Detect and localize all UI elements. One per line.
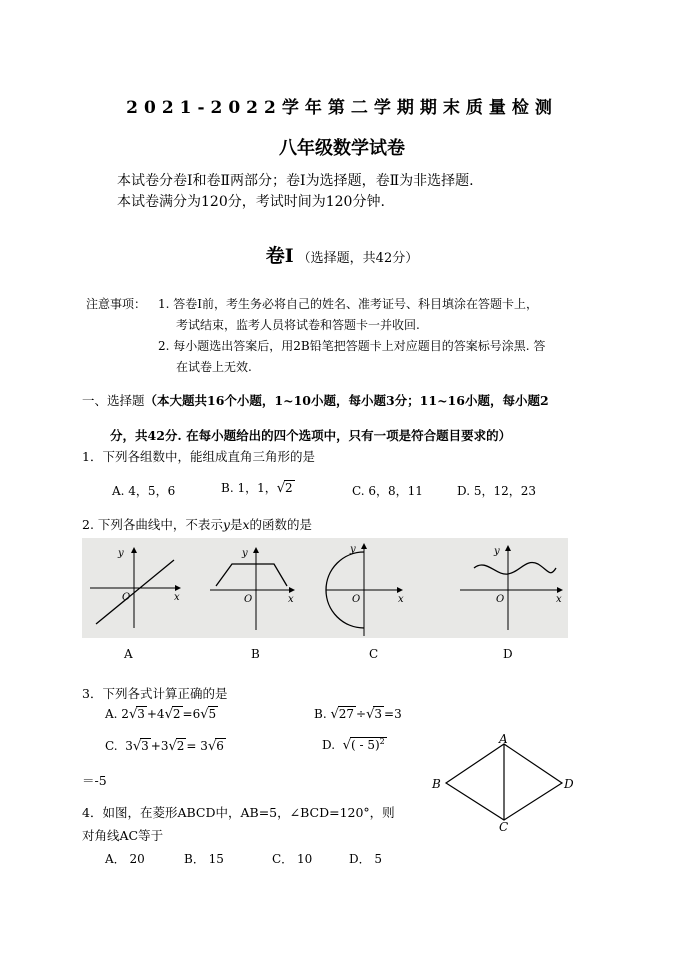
note-2-cont: 在试卷上无效. (176, 360, 252, 374)
q4-option-a: A． 20 (105, 852, 145, 866)
graph-d-origin: O (496, 594, 505, 605)
graph-d-x-label: x (556, 594, 562, 605)
graph-c-x-label: x (398, 594, 404, 605)
q3-option-d-label: D. (322, 738, 336, 752)
exam-title: 2021-2022学年第二学期期末质量检测 (126, 98, 558, 118)
graph-c (326, 544, 404, 636)
q1-option-d: D. 5，12，23 (457, 484, 536, 498)
section1-heading (82, 391, 549, 409)
q2-var-x: x (242, 517, 250, 532)
q1-stem: 1．下列各组数中，能组成直角三角形的是 (82, 449, 315, 464)
sqrt-symbol: √2 (276, 481, 293, 496)
section1-desc-2: 分，共42分. 在每小题给出的四个选项中，只有一项是符合题目要求的） (110, 428, 512, 443)
note-1: 1. 答卷Ⅰ前，考生务必将自己的姓名、准考证号、科目填涂在答题卡上， (158, 297, 539, 311)
q4-option-c: C． 10 (272, 852, 313, 866)
q1-option-b (221, 479, 295, 496)
q2-stem-b: 是 (229, 517, 243, 532)
graph-b (210, 548, 294, 630)
note-2: 2. 每小题选出答案后，用2B铅笔把答题卡上对应题目的答案标号涂黑. 答 (158, 339, 546, 353)
graph-c-origin: O (352, 594, 361, 605)
q4-stem-2: 对角线AC等于 (82, 828, 164, 843)
rhombus-figure (428, 732, 578, 832)
q2-var-y: y (222, 517, 230, 532)
section1-desc-1: （本大题共16个小题，1~10小题，每小题3分；11~16小题，每小题2 (144, 393, 549, 408)
q2-stem-a: 2. 下列各曲线中，不表示 (82, 517, 223, 532)
graph-b-origin: O (244, 594, 253, 605)
q3-option-b-label: B. (314, 707, 327, 721)
part1-note: （选择题，共42分） (297, 251, 419, 266)
note-1-cont: 考试结束，监考人员将试卷和答题卡一并收回. (176, 318, 420, 332)
section1-desc-2-wrap (110, 426, 511, 444)
intro-line-2: 本试卷满分为120分，考试时间为120分钟. (117, 194, 385, 210)
q1-option-b-radicand: 2 (285, 481, 293, 495)
part1-title: 卷Ⅰ (265, 245, 294, 267)
graph-b-curve (216, 564, 287, 586)
vertex-a: A (499, 732, 508, 746)
graph-a-x-label: x (174, 592, 180, 603)
intro-line-1: 本试卷分卷Ⅰ和卷Ⅱ两部分；卷Ⅰ为选择题，卷Ⅱ为非选择题. (117, 173, 474, 189)
q3-option-a: A. 2√3 +4√2 =6√5 (105, 707, 217, 722)
graph-a-curve (96, 560, 174, 624)
graph-a (90, 548, 180, 628)
q3-option-d: D. √( - 5)$^2$ (322, 737, 385, 753)
q4-option-d: D． 5 (349, 852, 383, 866)
part1-heading (0, 241, 684, 268)
q3-option-c-label: C. (105, 739, 118, 753)
notes-label: 注意事项： (86, 297, 147, 311)
exam-subtitle: 八年级数学试卷 (279, 138, 405, 159)
q2-graphs-svg (82, 538, 568, 638)
q3-option-a-label: A. (105, 707, 118, 721)
q1-option-c: C. 6，8，11 (352, 484, 423, 498)
graph-a-origin: O (122, 592, 131, 603)
vertex-b: B (432, 777, 441, 791)
section1-label: 一、选择题 (82, 393, 145, 408)
vertex-d: D (564, 777, 574, 791)
q2-stem-c: 的函数的是 (249, 517, 313, 532)
q2-stem (82, 515, 312, 533)
q1-option-b-text: B. 1，1， (221, 481, 277, 495)
graph-label-d: D (503, 647, 513, 661)
q4-stem-1: 4．如图，在菱形ABCD中，AB=5，∠BCD=120°，则 (82, 805, 395, 820)
graph-d-y-label: y (494, 546, 500, 557)
q3-stem: 3．下列各式计算正确的是 (82, 686, 228, 701)
graph-d (460, 546, 562, 630)
graph-b-x-label: x (288, 594, 294, 605)
vertex-c: C (499, 820, 509, 832)
graph-label-a: A (124, 647, 133, 661)
q3-option-c: C. 3√3 +3√2 = 3√6 (105, 739, 224, 754)
q1-option-a: A. 4，5，6 (112, 484, 176, 498)
q3-tail: ＝-5 (82, 773, 107, 788)
graph-c-y-label: y (350, 544, 356, 555)
q3-option-b: B. √27 ÷√3 =3 (314, 707, 402, 722)
graph-d-curve (474, 563, 556, 575)
graph-label-c: C (369, 647, 379, 661)
q4-option-b: B． 15 (184, 852, 224, 866)
q2-graph-strip (82, 538, 568, 638)
graph-b-y-label: y (242, 548, 248, 559)
graph-label-b: B (251, 647, 260, 661)
graph-a-y-label: y (118, 548, 124, 559)
